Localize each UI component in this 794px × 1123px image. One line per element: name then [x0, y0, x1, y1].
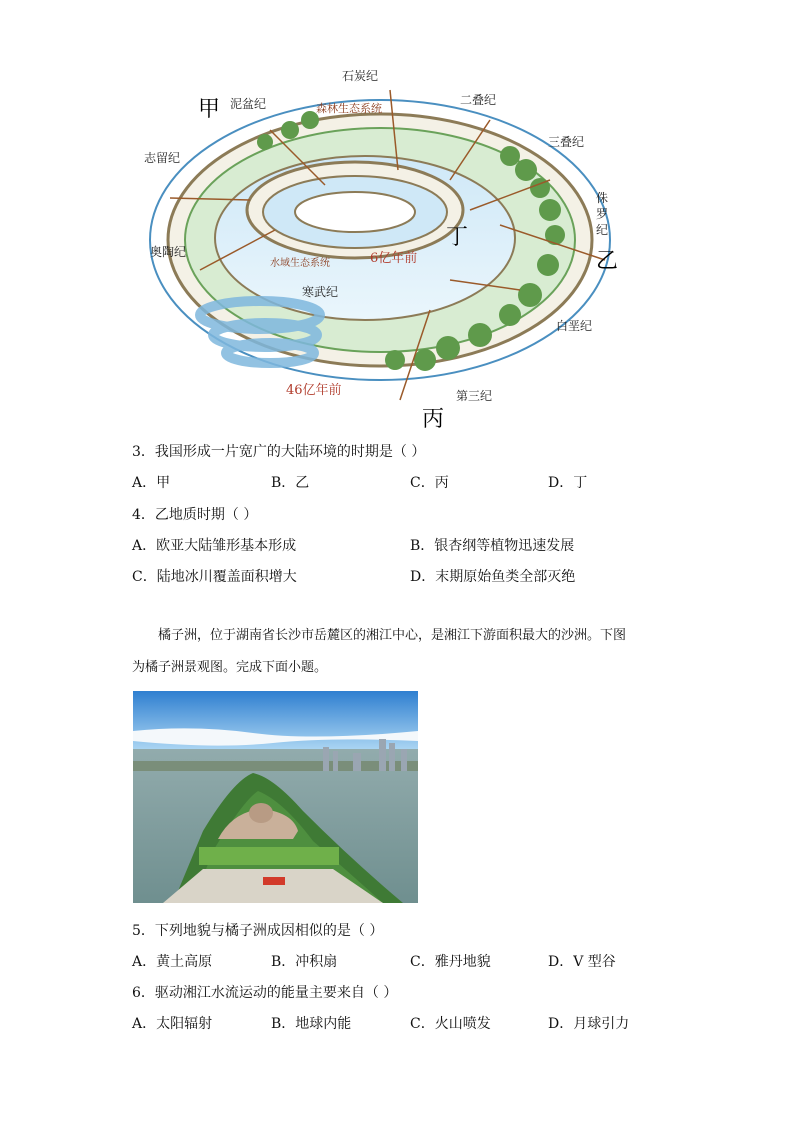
q5-stem: 5．下列地貌与橘子洲成因相似的是（ ） [132, 923, 384, 939]
passage [132, 620, 662, 684]
q4-option-c[interactable]: C．陆地冰川覆盖面积增大 [132, 569, 297, 585]
period-baie: 白垩纪 [556, 319, 593, 333]
passage-line-2: 为橘子洲景观图。完成下面小题。 [132, 660, 328, 675]
q3-stem: 3．我国形成一片宽广的大陆环境的时期是（ ） [132, 444, 426, 460]
q6-option-d[interactable]: D．月球引力 [548, 1016, 630, 1032]
period-zhiliu: 志留纪 [144, 151, 181, 165]
label-bing: 丙 [422, 407, 445, 432]
q6-option-a[interactable]: A．太阳辐射 [132, 1016, 213, 1032]
q6-stem: 6．驱动湘江水流运动的能量主要来自（ ） [132, 985, 398, 1001]
juzizhou-landscape-photo [133, 691, 418, 903]
q6-option-b[interactable]: B．地球内能 [271, 1016, 352, 1032]
q5-option-d[interactable]: D．V 型谷 [548, 954, 616, 970]
period-shitan: 石炭纪 [342, 69, 379, 83]
forest-eco-label: 森林生态系统 [316, 102, 382, 115]
label-jia: 甲 [198, 97, 221, 122]
passage-line-1: 橘子洲，位于湖南省长沙市岳麓区的湘江中心，是湘江下游面积最大的沙洲。下图 [158, 628, 627, 643]
q3-option-b[interactable]: B．乙 [271, 475, 310, 491]
q4-option-a[interactable]: A．欧亚大陆雏形基本形成 [132, 538, 297, 554]
period-zhuluo: 侏 [596, 191, 609, 205]
q3-option-d[interactable]: D．丁 [548, 475, 588, 491]
q5-option-a[interactable]: A．黄土高原 [132, 954, 213, 970]
time-fortysix-label: 46亿年前 [286, 383, 342, 398]
label-ding: 丁 [446, 225, 469, 250]
q4-option-b[interactable]: B．银杏纲等植物迅速发展 [410, 538, 575, 554]
period-disan: 第三纪 [456, 389, 493, 403]
geologic-time-spiral-diagram [130, 60, 630, 432]
period-aotao: 奥陶纪 [150, 245, 187, 259]
period-erdie: 二叠纪 [460, 93, 497, 107]
q3-option-a[interactable]: A．甲 [132, 475, 171, 491]
period-hanwu: 寒武纪 [302, 285, 339, 299]
q4-stem: 4．乙地质时期（ ） [132, 507, 258, 523]
q5-option-c[interactable]: C．雅丹地貌 [410, 954, 491, 970]
period-zhuluo-3: 纪 [596, 223, 609, 237]
period-zhuluo-2: 罗 [596, 207, 609, 221]
period-nipen: 泥盆纪 [230, 97, 267, 111]
q3-option-c[interactable]: C．丙 [410, 475, 449, 491]
label-yi: 乙 [596, 249, 619, 274]
q5-option-b[interactable]: B．冲积扇 [271, 954, 338, 970]
q6-option-c[interactable]: C．火山喷发 [410, 1016, 491, 1032]
period-sandie: 三叠纪 [548, 135, 585, 149]
time-six-label: 6亿年前 [370, 251, 418, 266]
q4-option-d[interactable]: D．末期原始鱼类全部灭绝 [410, 569, 576, 585]
water-eco-label: 水域生态系统 [270, 258, 330, 269]
